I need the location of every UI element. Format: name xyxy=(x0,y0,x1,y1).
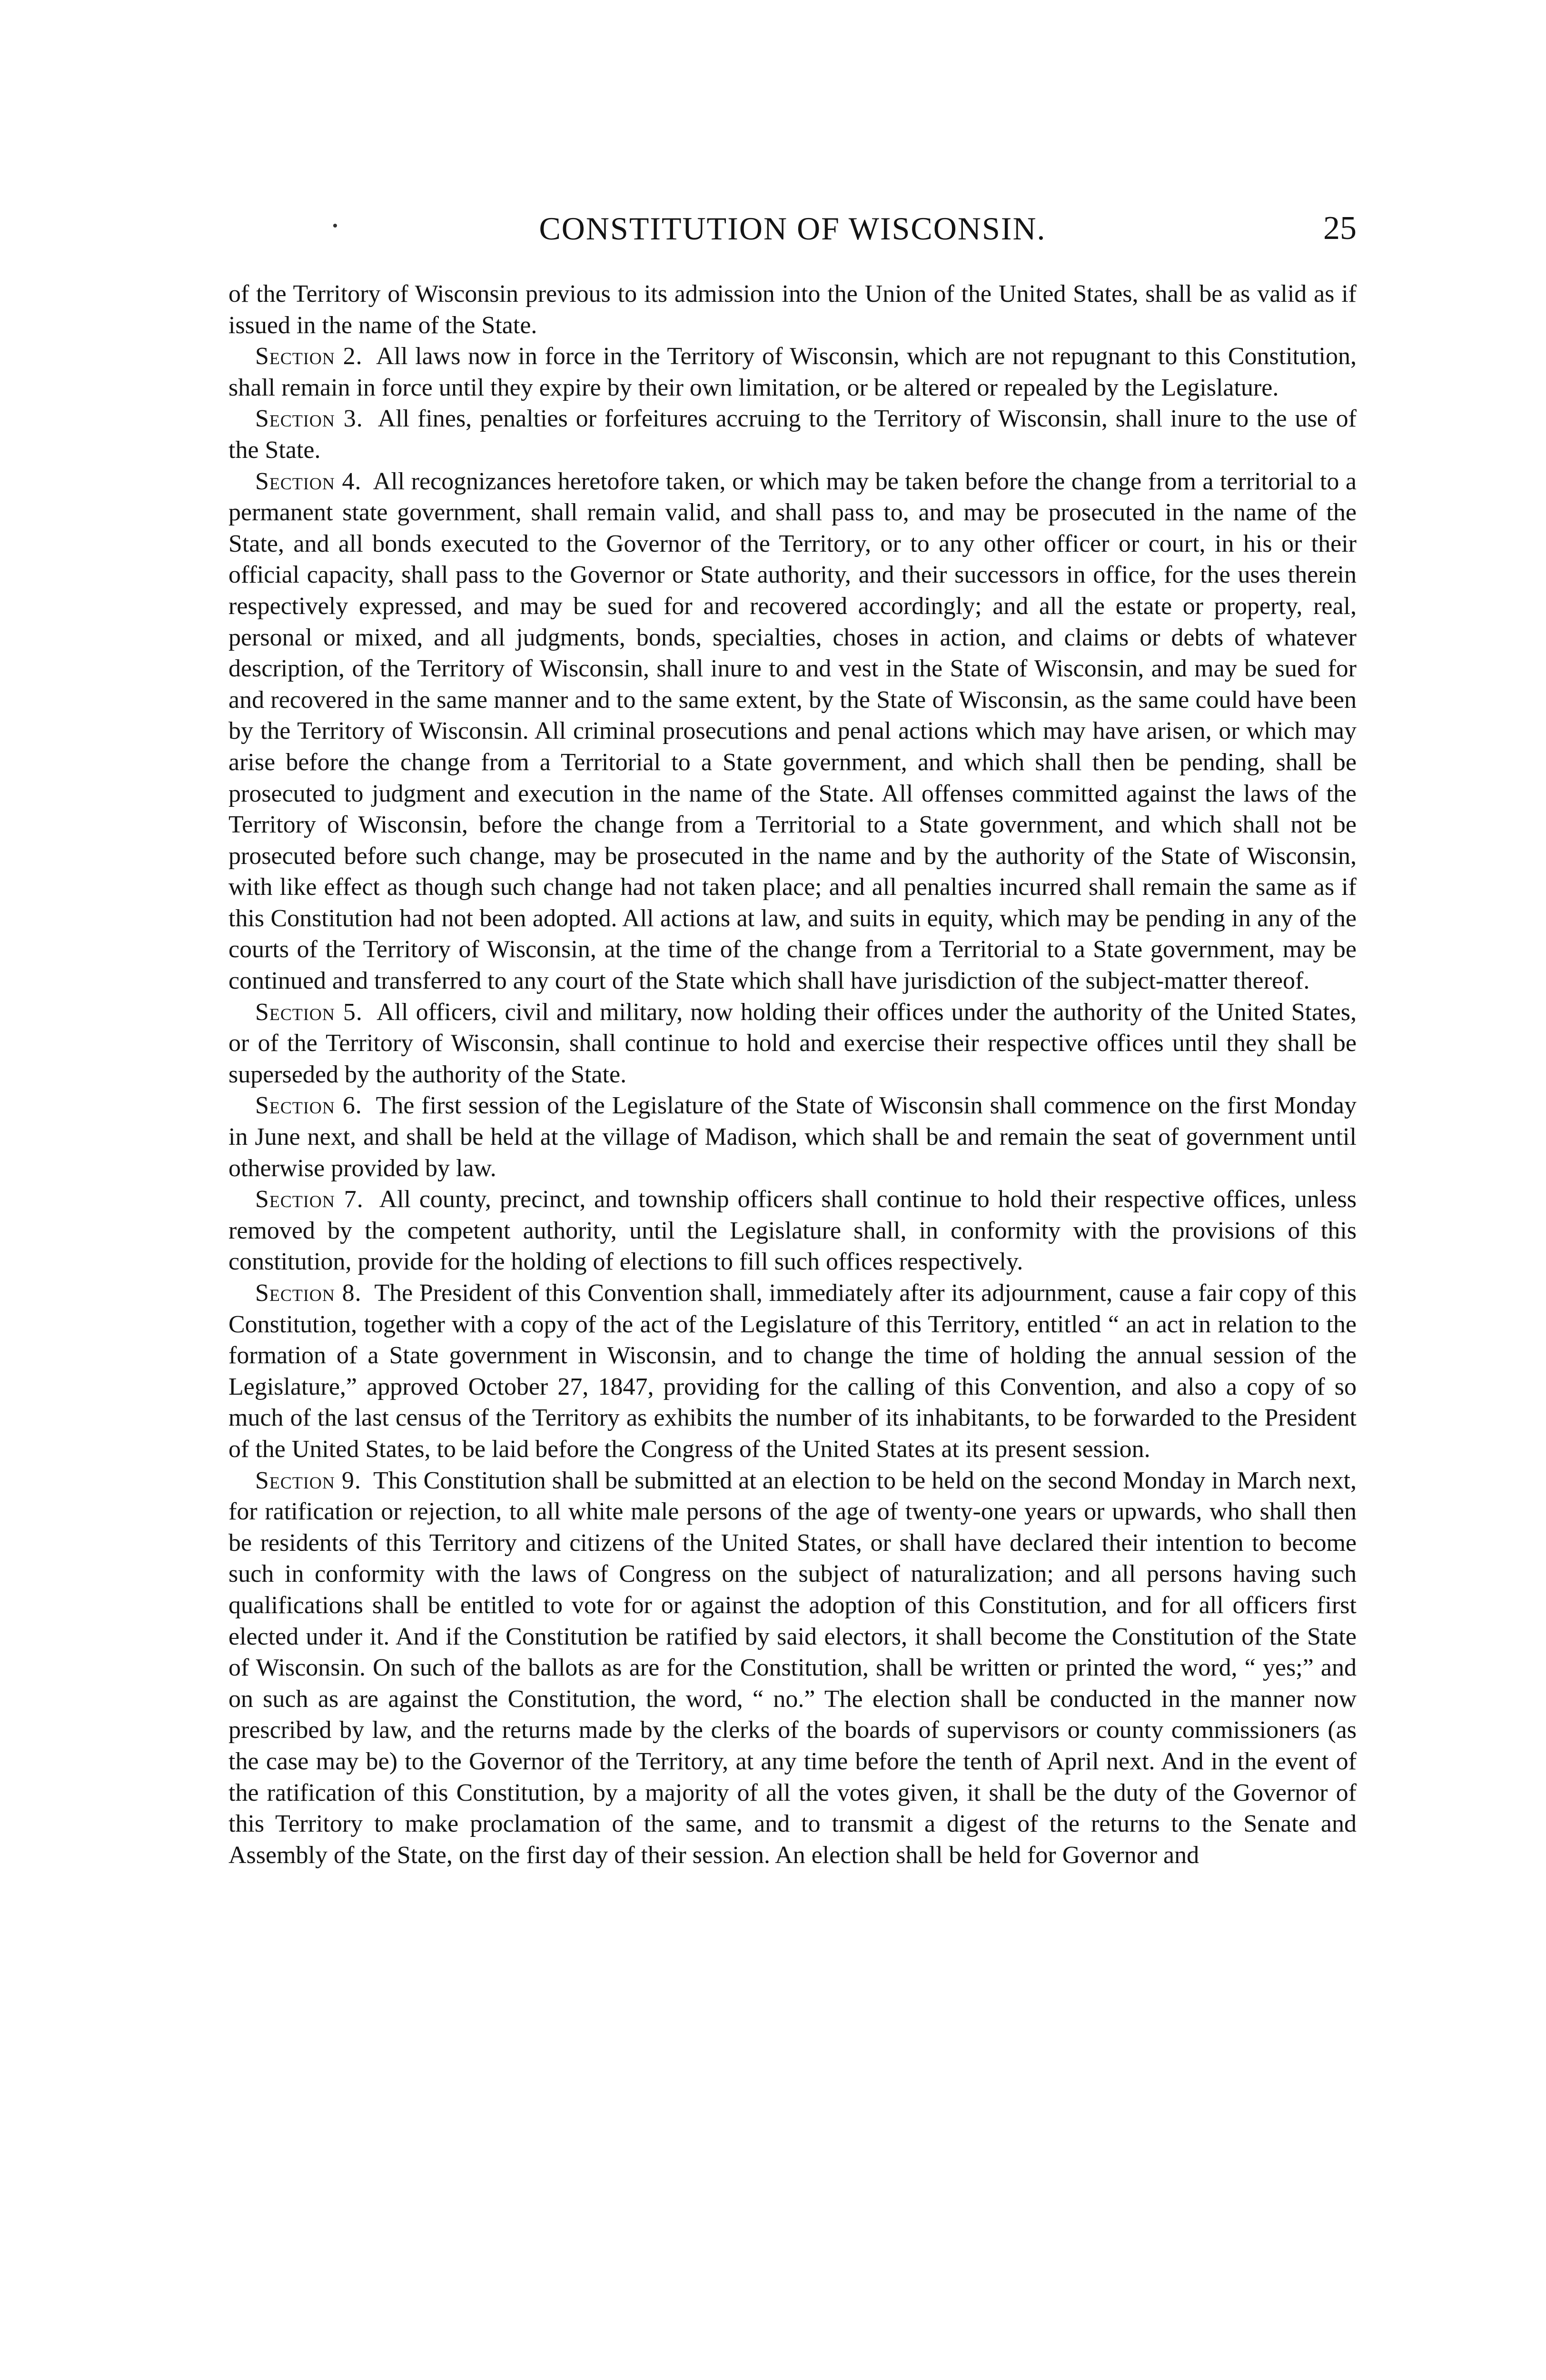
section-text: All fines, penalties or forfeitures accruing to the Territory of Wisconsin, shall inure to the use of the State. xyxy=(228,405,1357,464)
section-label: Section 8. xyxy=(255,1279,362,1307)
section-8-paragraph xyxy=(228,1278,1357,1465)
running-title: CONSTITUTION OF WISCONSIN. xyxy=(539,210,1046,247)
section-label: Section 6. xyxy=(255,1092,362,1120)
continuation-paragraph: of the Territory of Wisconsin previous to its admission into the Union of the United States, shall be as valid as if issued in the name of the State. xyxy=(228,280,1357,339)
section-label: Section 5. xyxy=(255,998,363,1026)
section-text: The first session of the Legislature of the State of Wisconsin shall commence on the first Monday in June next, and shall be held at the village of Madison, which shall be and remain the seat of government until otherwise provided by law. xyxy=(228,1092,1357,1182)
section-text: The President of this Convention shall, immediately after its adjournment, cause a fair copy of this Constitution, together with a copy of the act of the Legislature of this Territory, entitled “ an act in relation to the formation of a State government in Wisconsin, and to change the time of holding the annual session of the Legislature,” approved October 27, 1847, providing for the calling of this Convention, and also a copy of so much of the last census of the Territory as exhibits the number of its inhabitants, to be forwarded to the President of the United States, to be laid before the Congress of the United States at its present session. xyxy=(228,1279,1357,1463)
section-label: Section 2. xyxy=(255,343,363,370)
section-4-paragraph xyxy=(228,466,1357,997)
section-9-paragraph xyxy=(228,1465,1357,1871)
section-label: Section 3. xyxy=(255,405,363,433)
section-text: This Constitution shall be submitted at an election to be held on the second Monday in March next, for ratification or rejection, to all white male persons of the age of twenty-one years or upwards, who shall then be residents of this Territory and citizens of the United States, or shall have declared their intention to become such in conformity with the laws of Congress on the subject of naturalization; and all persons having such qualifications shall be entitled to vote for or against the adoption of this Constitution, and for all officers first elected under it. And if the Constitution be ratified by said electors, it shall become the Constitution of the State of Wisconsin. On such of the ballots as are for the Constitution, shall be written or printed the word, “ yes;” and on such as are against the Constitution, the word, “ no.” The election shall be conducted in the manner now prescribed by law, and the returns made by the clerks of the boards of supervisors or county commissioners (as the case may be) to the Governor of the Territory, at any time before the tenth of April next. And in the event of the ratification of this Constitution, by a majority of all the votes given, it shall be the duty of the Governor of this Territory to make proclamation of the same, and to transmit a digest of the returns to the Senate and Assembly of the State, on the first day of their session. An election shall be held for Governor and xyxy=(228,1467,1357,1869)
body-text xyxy=(228,278,1357,1871)
section-2-paragraph xyxy=(228,341,1357,403)
section-text: All recognizances heretofore taken, or which may be taken before the change from a territorial to a permanent state government, shall remain valid, and shall pass to, and may be prosecuted in the name of the State, and all bonds executed to the Governor of the Territory, or to any other officer or court, in his or their official capacity, shall pass to the Governor or State authority, and their successors in office, for the uses therein respectively expressed, and may be sued for and recovered accordingly; and all the estate or property, real, personal or mixed, and all judgments, bonds, specialties, choses in action, and claims or debts of whatever description, of the Territory of Wisconsin, shall inure to and vest in the State of Wisconsin, and may be sued for and recovered in the same manner and to the same extent, by the State of Wisconsin, as the same could have been by the Territory of Wisconsin. All criminal prosecutions and penal actions which may have arisen, or which may arise before the change from a Territorial to a State government, and which shall then be pending, shall be prosecuted to judgment and execution in the name of the State. All offenses committed against the laws of the Territory of Wisconsin, before the change from a Territorial to a State government, and which shall not be prosecuted before such change, may be prosecuted in the name and by the authority of the State of Wisconsin, with like effect as though such change had not taken place; and all penalties incurred shall remain the same as if this Constitution had not been adopted. All actions at law, and suits in equity, which may be pending in any of the courts of the Territory of Wisconsin, at the time of the change from a Territorial to a State government, may be continued and transferred to any court of the State which shall have jurisdiction of the subject-matter thereof. xyxy=(228,467,1357,995)
section-text: All officers, civil and military, now holding their offices under the authority of the United States, or of the Territory of Wisconsin, shall continue to hold and exercise their respective offices until they shall be superseded by the authority of the State. xyxy=(228,998,1357,1088)
print-speck xyxy=(333,224,337,228)
section-label: Section 4. xyxy=(255,467,362,495)
section-3-paragraph xyxy=(228,403,1357,466)
page-header xyxy=(228,209,1357,248)
section-7-paragraph xyxy=(228,1184,1357,1278)
section-6-paragraph xyxy=(228,1090,1357,1184)
section-text: All laws now in force in the Territory of Wisconsin, which are not repugnant to this Constitution, shall remain in force until they expire by their own limitation, or be altered or repealed by the Legislature. xyxy=(228,343,1357,401)
page-number: 25 xyxy=(1323,210,1357,247)
section-5-paragraph xyxy=(228,997,1357,1091)
section-label: Section 7. xyxy=(255,1186,364,1213)
section-label: Section 9. xyxy=(255,1467,361,1494)
section-text: All county, precinct, and township officers shall continue to hold their respective offices, unless removed by the competent authority, until the Legislature shall, in conformity with the provisions of this constitution, provide for the holding of elections to fill such offices respectively. xyxy=(228,1186,1357,1276)
